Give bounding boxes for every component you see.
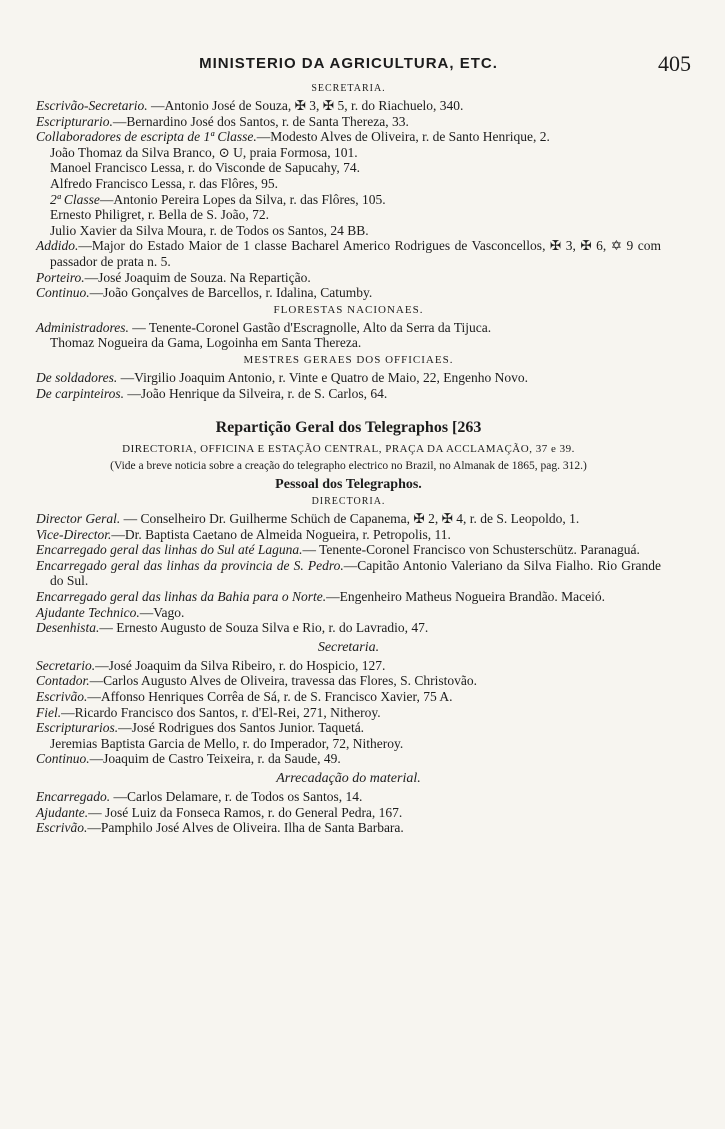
directory-entry <box>36 370 661 386</box>
page-title: MINISTERIO DA AGRICULTURA, ETC. <box>199 55 498 72</box>
directory-entry <box>36 789 661 805</box>
entry-text: João Thomaz da Silva Branco, ⊙ U, praia Formosa, 101. <box>50 144 358 160</box>
running-header <box>36 48 691 80</box>
entry-role: Contador. <box>36 673 90 689</box>
directory-entry <box>36 129 661 145</box>
directory-entry <box>36 145 661 161</box>
directory-entry <box>36 705 661 721</box>
entry-text: Julio Xavier da Silva Moura, r. de Todos os Santos, 24 BB. <box>50 222 369 238</box>
entry-role: Fiel. <box>36 704 62 720</box>
directory-entry <box>36 511 661 527</box>
directory-entry <box>36 820 661 836</box>
entry-text: —Antonio José de Souza, ✠ 3, ✠ 5, r. do Riachuelo, 340. <box>147 98 464 113</box>
entry-text: — José Luiz da Fonseca Ramos, r. do General Pedra, 167. <box>88 804 403 820</box>
entry-role: Desenhista. <box>36 620 100 636</box>
entry-role: Encarregado. <box>36 789 111 804</box>
subsection-heading-secretaria: Secretaria. <box>317 639 380 655</box>
directory-entry <box>36 720 661 736</box>
entry-text: —Engenheiro Matheus Nogueira Brandão. Maceió. <box>326 589 606 605</box>
directory-entry <box>36 270 661 286</box>
directory-entry <box>36 386 661 402</box>
directory-entry <box>36 620 661 636</box>
arrecadacao-list <box>36 789 661 836</box>
entry-role: Escrivão. <box>36 820 88 836</box>
entry-text: —Carlos Augusto Alves de Oliveira, travessa das Flores, S. Christovão. <box>89 673 477 689</box>
directory-entry <box>36 98 661 114</box>
entry-role: Ajudante. <box>36 804 89 820</box>
department-address: DIRECTORIA, OFFICINA E ESTAÇÃO CENTRAL, PRAÇA DA ACCLAMAÇÃO, 37 e 39. <box>122 443 575 456</box>
page-number: 405 <box>658 51 691 76</box>
entry-text: — Ernesto Augusto de Souza Silva e Rio, r. do Lavradio, 47. <box>99 620 429 636</box>
entry-role: Encarregado geral das linhas da Bahia para o Norte. <box>36 589 327 605</box>
entry-role: Director Geral. <box>36 511 121 527</box>
directory-entry <box>36 605 661 621</box>
entry-text: —Carlos Delamare, r. de Todos os Santos, 14. <box>110 789 363 804</box>
entry-text: Thomaz Nogueira da Gama, Logoinha em Santa Thereza. <box>50 335 362 351</box>
directoria-list <box>36 511 661 636</box>
secretaria-list <box>36 98 661 301</box>
directory-entry <box>36 114 661 130</box>
staff-heading: Pessoal dos Telegraphos. <box>275 477 422 493</box>
entry-text: —Antonio Pereira Lopes da Silva, r. das Flôres, 105. <box>99 191 386 207</box>
directory-entry <box>36 689 661 705</box>
directory-entry <box>36 751 661 767</box>
entry-role: Ajudante Technico. <box>36 604 140 620</box>
entry-text: —Pamphilo José Alves de Oliveira. Ilha de Santa Barbara. <box>87 820 404 836</box>
entry-role: Secretario. <box>36 657 96 673</box>
section-heading-secretaria: SECRETARIA. <box>311 83 386 94</box>
entry-text: —José Rodrigues dos Santos Junior. Taquetá. <box>118 720 365 736</box>
entry-role: Administradores. <box>36 319 129 335</box>
entry-text: —José Joaquim de Souza. Na Repartição. <box>84 269 311 285</box>
entry-role: Continuo. <box>36 285 90 301</box>
entry-text: —Bernardino José dos Santos, r. de Santa Thereza, 33. <box>112 113 409 129</box>
entry-text: —Major do Estado Maior de 1 classe Bacharel Americo Rodrigues de Vasconcellos, ✠ 3, ✠ 6, ✡ 9 com passador de prata n. 5. <box>50 238 661 269</box>
department-heading-telegraphos: Repartição Geral dos Telegraphos [263 <box>215 419 482 437</box>
section-heading-florestas: FLORESTAS NACIONAES. <box>273 303 424 316</box>
entry-text: —José Joaquim da Silva Ribeiro, r. do Hospicio, 127. <box>95 657 386 673</box>
entry-role: 2ª Classe <box>50 191 100 207</box>
entry-role: De carpinteiros. <box>36 385 124 401</box>
mestres-list <box>36 370 661 401</box>
entry-text: —Joaquim de Castro Teixeira, r. da Saude, 49. <box>89 751 341 767</box>
directory-entry <box>36 658 661 674</box>
directory-entry <box>36 320 661 336</box>
directory-entry <box>36 223 661 239</box>
florestas-list <box>36 320 661 351</box>
entry-role: Collaboradores de escripta de 1ª Classe. <box>36 129 257 145</box>
directory-entry <box>36 160 661 176</box>
entry-text: —Vago. <box>139 604 185 620</box>
entry-text: —João Henrique da Silveira, r. de S. Carlos, 64. <box>124 385 388 401</box>
entry-text: Manoel Francisco Lessa, r. do Visconde de Sapucahy, 74. <box>50 160 360 176</box>
directory-entry <box>36 542 661 558</box>
directory-entry <box>36 176 661 192</box>
directory-entry <box>36 673 661 689</box>
entry-text: —Ricardo Francisco dos Santos, r. d'El-Rei, 271, Nitheroy. <box>61 704 381 720</box>
directory-entry <box>36 805 661 821</box>
section-heading-directoria: DIRECTORIA. <box>311 496 386 508</box>
entry-role: Addido. <box>36 238 79 254</box>
entry-role: Encarregado geral das linhas da provincia de S. Pedro. <box>36 557 344 573</box>
telegraphos-secretaria-list <box>36 658 661 767</box>
directory-entry <box>36 207 661 223</box>
directory-entry <box>36 589 661 605</box>
directory-entry <box>36 527 661 543</box>
entry-role: Continuo. <box>36 751 90 767</box>
entry-text: —Capitão Antonio Valeriano da Silva Fialho. Rio Grande do Sul. <box>50 557 661 589</box>
entry-role: Porteiro. <box>36 269 85 285</box>
entry-role: Encarregado geral das linhas do Sul até Laguna. <box>36 542 303 558</box>
entry-text: — Tenente-Coronel Francisco von Schusterschütz. Paranaguá. <box>302 542 640 558</box>
entry-role: Escripturario. <box>36 113 113 129</box>
entry-text: —Virgilio Joaquim Antonio, r. Vinte e Quatro de Maio, 22, Engenho Novo. <box>117 369 528 385</box>
entry-role: Escripturarios. <box>36 720 119 736</box>
entry-text: — Tenente-Coronel Gastão d'Escragnolle, Alto da Serra da Tijuca. <box>128 319 492 335</box>
entry-text: Ernesto Philigret, r. Bella de S. João, 72. <box>50 207 269 223</box>
entry-text: Jeremias Baptista Garcia de Mello, r. do Imperador, 72, Nitheroy. <box>50 735 404 751</box>
entry-text: —João Gonçalves de Barcellos, r. Idalina, Catumby. <box>89 285 373 301</box>
directory-entry <box>36 192 661 208</box>
directory-entry <box>36 285 661 301</box>
subsection-heading-arrecadacao: Arrecadação do material. <box>276 771 421 786</box>
directory-entry <box>36 736 661 752</box>
entry-role: Escrivão-Secretario. <box>36 98 148 113</box>
entry-text: —Dr. Baptista Caetano de Almeida Nogueira, r. Petropolis, 11. <box>111 526 451 542</box>
directory-entry <box>36 335 661 351</box>
section-heading-mestres: MESTRES GERAES DOS OFFICIAES. <box>243 353 454 366</box>
entry-text: —Modesto Alves de Oliveira, r. de Santo Henrique, 2. <box>256 129 550 145</box>
entry-role: Vice-Director. <box>36 526 112 542</box>
entry-text: —Affonso Henriques Corrêa de Sá, r. de S. Francisco Xavier, 75 A. <box>87 689 453 705</box>
department-note: (Vide a breve noticia sobre a creação do telegrapho electrico no Brazil, no Almanak de 1865, pag. 312.) <box>110 460 587 473</box>
directory-entry <box>36 238 661 269</box>
entry-role: De soldadores. <box>36 369 118 385</box>
entry-text: — Conselheiro Dr. Guilherme Schüch de Capanema, ✠ 2, ✠ 4, r. de S. Leopoldo, 1. <box>120 511 580 527</box>
entry-text: Alfredo Francisco Lessa, r. das Flôres, 95. <box>50 175 278 191</box>
directory-entry <box>36 558 661 589</box>
entry-role: Escrivão. <box>36 689 88 705</box>
